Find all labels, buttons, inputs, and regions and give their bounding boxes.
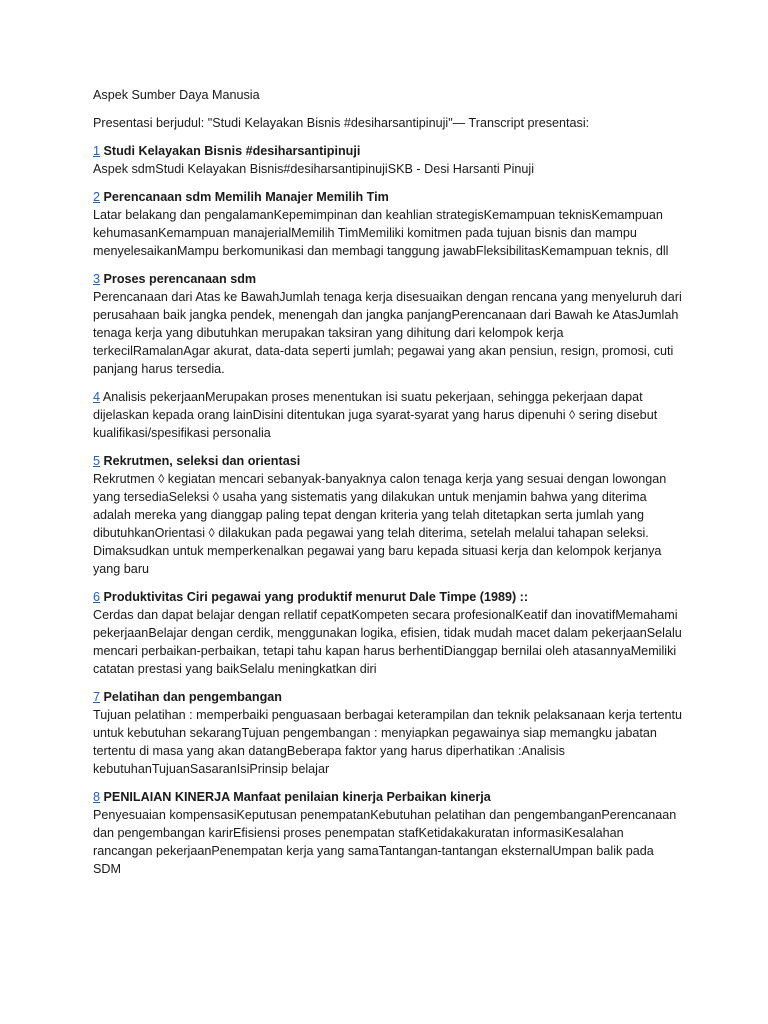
section-header	[93, 388, 683, 442]
section-6	[93, 588, 683, 678]
section-header	[93, 188, 683, 206]
section-5	[93, 452, 683, 578]
section-body: Perencanaan dari Atas ke BawahJumlah tenaga kerja disesuaikan dengan rencana yang menyeluruh dari perusahaan baik jangka pendek, menengah dan jangka panjangPerencanaan dari Bawah ke AtasJumlah tenaga kerja yang dibutuhkan merupakan taksiran yang dihitung dari kelompok kerja terkecilRamalanAgar akurat, data-data seperti jumlah; pegawai yang akan pensiun, resign, promosi, cuti panjang harus tersedia.	[93, 290, 682, 376]
section-heading: Perencanaan sdm Memilih Manajer Memilih Tim	[103, 190, 389, 204]
slide-link-6[interactable]: 6	[93, 590, 101, 604]
section-8	[93, 788, 683, 878]
section-heading: Pelatihan dan pengembangan	[103, 690, 282, 704]
section-heading: Rekrutmen, seleksi dan orientasi	[103, 454, 301, 468]
slide-link-5[interactable]: 5	[93, 454, 101, 468]
section-body: Rekrutmen ◊ kegiatan mencari sebanyak-banyaknya calon tenaga kerja yang sesuai dengan lowongan yang tersediaSeleksi ◊ usaha yang sistematis yang dilakukan untuk menjamin bahwa yang diterima adalah mereka yang dianggap paling tepat dengan kriteria yang telah ditetapkan serta jumlah yang dibutuhkanOrientasi ◊ dilakukan pada pegawai yang telah diterima, setelah melalui tahapan seleksi. Dimaksudkan untuk memperkenalkan pegawai yang baru kepada situasi kerja dan kelompok kerjanya yang baru	[93, 472, 667, 576]
slide-link-2[interactable]: 2	[93, 190, 101, 204]
section-inline-text: Analisis pekerjaanMerupakan proses menentukan isi suatu pekerjaan, sehingga pekerjaan dapat dijelaskan kepada orang lainDisini ditentukan juga syarat-syarat yang harus dipenuhi ◊ sering disebut kualifikasi/spesifikasi personalia	[93, 390, 658, 440]
slide-link-4[interactable]: 4	[93, 390, 101, 404]
document-intro: Presentasi berjudul: "Studi Kelayakan Bisnis #desiharsantipinuji"— Transcript presentasi:	[93, 116, 590, 130]
section-header	[93, 142, 683, 160]
section-body: Aspek sdmStudi Kelayakan Bisnis#desiharsantipinujiSKB - Desi Harsanti Pinuji	[93, 162, 534, 176]
section-4	[93, 388, 683, 442]
section-header	[93, 452, 683, 470]
section-header	[93, 788, 683, 806]
section-body: Latar belakang dan pengalamanKepemimpinan dan keahlian strategisKemampuan teknisKemampuan kehumasanKemampuan manajerialMemilih TimMemiliki komitmen pada tujuan bisnis dan mampu menyelesaikanMampu berkomunikasi dan membagi tanggung jawabFleksibilitasKemampuan teknis, dll	[93, 208, 669, 258]
document-page	[93, 86, 683, 888]
slide-link-8[interactable]: 8	[93, 790, 101, 804]
slide-link-1[interactable]: 1	[93, 144, 101, 158]
section-heading: PENILAIAN KINERJA Manfaat penilaian kinerja Perbaikan kinerja	[103, 790, 491, 804]
section-1	[93, 142, 683, 178]
section-7	[93, 688, 683, 778]
section-2	[93, 188, 683, 260]
section-heading: Studi Kelayakan Bisnis #desiharsantipinuji	[103, 144, 361, 158]
section-heading: Produktivitas Ciri pegawai yang produktif menurut Dale Timpe (1989) ::	[103, 590, 529, 604]
section-header	[93, 270, 683, 288]
section-body: Penyesuaian kompensasiKeputusan penempatanKebutuhan pelatihan dan pengembanganPerencanaan dan pengembangan karirEfisiensi proses penempatan stafKetidakakuratan informasiKesalahan rancangan pekerjaanPenempatan kerja yang samaTantangan-tantangan eksternalUmpan balik pada SDM	[93, 808, 677, 876]
section-header	[93, 588, 683, 606]
section-header	[93, 688, 683, 706]
slide-link-3[interactable]: 3	[93, 272, 101, 286]
section-body: Cerdas dan dapat belajar dengan rellatif cepatKompeten secara profesionalKeatif dan inovatifMemahami pekerjaanBelajar dengan cerdik, menggunakan logika, efisien, tidak mudah macet dalam pekerjaanSelalu mencari perbaikan-perbaikan, tetapi tahu kapan harus berhentiDianggap bernilai oleh atasannyaMemiliki catatan prestasi yang baikSelalu meningkatkan diri	[93, 608, 682, 676]
section-3	[93, 270, 683, 378]
slide-link-7[interactable]: 7	[93, 690, 101, 704]
section-heading: Proses perencanaan sdm	[103, 272, 257, 286]
document-title: Aspek Sumber Daya Manusia	[93, 88, 260, 102]
section-body: Tujuan pelatihan : memperbaiki penguasaan berbagai keterampilan dan teknik pelaksanaan kerja tertentu untuk kebutuhan sekarangTujuan pengembangan : menyiapkan pegawainya siap memangku jabatan tertentu di masa yang akan datangBeberapa faktor yang harus diperhatikan :Analisis kebutuhanTujuanSasaranIsiPrinsip belajar	[93, 708, 683, 776]
